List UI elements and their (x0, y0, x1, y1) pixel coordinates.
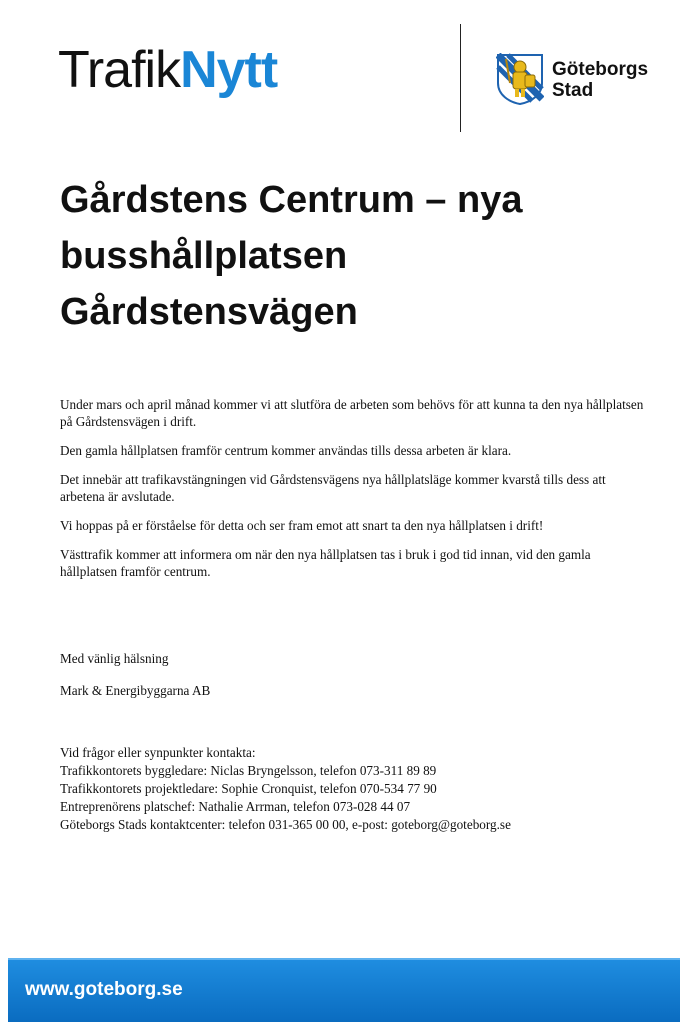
body-paragraph: Västtrafik kommer att informera om när den nya hållplatsen tas i bruk i god tid innan, vid den gamla hållplatsen framför centrum. (60, 547, 591, 579)
goteborgs-stad-name (552, 59, 648, 101)
contact-intro: Vid frågor eller synpunkter kontakta: (60, 745, 256, 760)
body-paragraph: Under mars och april månad kommer vi att slutföra de arbeten som behövs för att kunna ta den nya hållplatsen på Gårdstensvägen i drift. (60, 397, 644, 429)
header-divider (460, 24, 461, 132)
city-shield-icon (496, 53, 544, 105)
contact-info (60, 744, 660, 834)
body-paragraph: Det innebär att trafikavstängningen vid Gårdstensvägens nya hållplatsläge kommer kvarstå tills dess att arbetena är avslutade. (60, 472, 606, 504)
trafiknytt-logo (58, 40, 277, 100)
closing-greeting: Med vänlig hälsning (60, 651, 169, 666)
contact-line: Trafikkontorets byggledare: Niclas Bryngelsson, telefon 073-311 89 89 (60, 763, 437, 778)
title-line-2: busshållplatsen (60, 235, 348, 277)
title-line-3: Gårdstensvägen (60, 291, 358, 333)
footer-website-link[interactable]: www.goteborg.se (25, 979, 183, 1000)
contact-line: Göteborgs Stads kontaktcenter: telefon 031-365 00 00, e-post: goteborg@goteborg.se (60, 817, 511, 832)
city-name-line1: Göteborgs (552, 59, 649, 80)
city-name-line2: Stad (552, 80, 594, 101)
contact-line: Trafikkontorets projektledare: Sophie Cronquist, telefon 070-534 77 90 (60, 781, 437, 796)
goteborgs-stad-logo (496, 53, 656, 107)
closing (60, 650, 650, 714)
contact-line: Entreprenörens platschef: Nathalie Arrman, telefon 073-028 44 07 (60, 799, 411, 814)
title-line-1: Gårdstens Centrum – nya (60, 179, 523, 221)
page-title (60, 172, 650, 340)
body-paragraph: Den gamla hållplatsen framför centrum kommer användas tills dessa arbeten är klara. (60, 443, 512, 458)
logo-nytt-text: Nytt (180, 41, 278, 99)
body-paragraph: Vi hoppas på er förståelse för detta och ser fram emot att snart ta den nya hållplatsen i drift! (60, 518, 544, 533)
header (0, 0, 696, 140)
footer-bar (8, 958, 680, 1022)
body-text (60, 396, 650, 592)
logo-trafik-text: Trafik (58, 41, 181, 99)
closing-sender: Mark & Energibyggarna AB (60, 683, 211, 698)
